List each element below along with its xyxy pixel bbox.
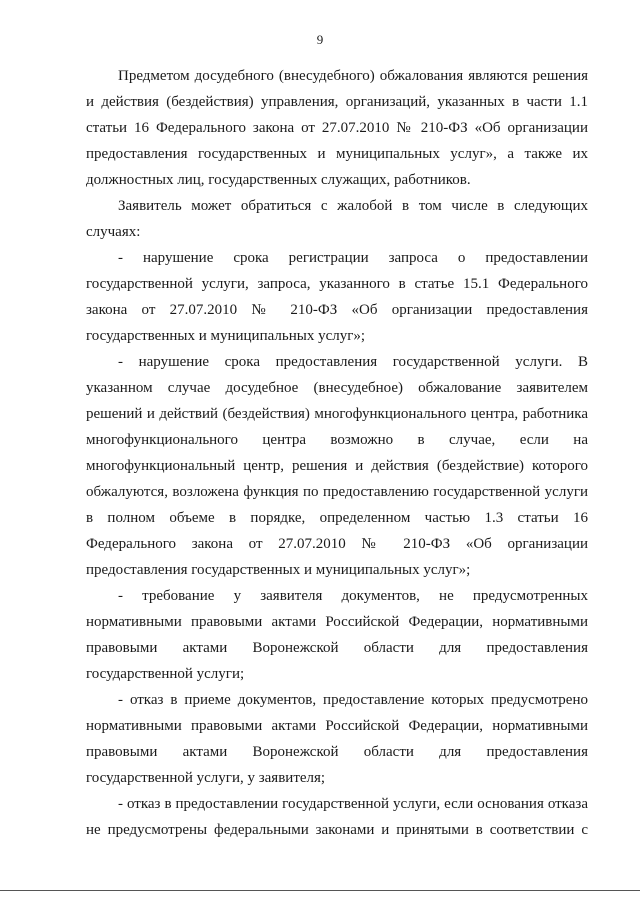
text-line: статьи 16 Федерального закона от 27.07.2010 № 210-ФЗ «Об организации: [86, 120, 588, 136]
text-line: Федерального закона от 27.07.2010 № 210-ФЗ «Об организации: [86, 536, 588, 552]
text-line: предоставления государственных и муниципальных услуг», а также их: [86, 146, 588, 162]
text-line: нормативными правовыми актами Российской Федерации, нормативными: [86, 614, 588, 630]
document-body: [86, 63, 588, 843]
text-line: правовыми актами Воронежской области для предоставления: [86, 744, 588, 760]
text-line: должностных лиц, государственных служащих, работников.: [86, 172, 471, 188]
text-line: многофункциональный центр, решения и действия (бездействие) которого: [86, 458, 588, 474]
text-line: многофункционального центра возможно в случае, если на: [86, 432, 588, 448]
text-line: предоставления государственных и муниципальных услуг»;: [86, 562, 471, 578]
text-line: в полном объеме в порядке, определенном частью 1.3 статьи 16: [86, 510, 588, 526]
text-line: и действия (бездействия) управления, организаций, указанных в части 1.1: [86, 94, 588, 110]
page-bottom-rule: [0, 890, 640, 891]
text-line: - нарушение срока предоставления государственной услуги. В: [118, 354, 588, 370]
text-line: государственной услуги, у заявителя;: [86, 770, 326, 786]
text-line: Предметом досудебного (внесудебного) обжалования являются решения: [118, 68, 588, 84]
text-line: Заявитель может обратиться с жалобой в том числе в следующих: [118, 198, 588, 214]
text-line: нормативными правовыми актами Российской Федерации, нормативными: [86, 718, 588, 734]
text-line: правовыми актами Воронежской области для предоставления: [86, 640, 588, 656]
text-line: не предусмотрены федеральными законами и принятыми в соответствии с: [86, 822, 588, 838]
text-line: - отказ в предоставлении государственной услуги, если основания отказа: [118, 796, 588, 812]
text-line: решений и действий (бездействия) многофункционального центра, работника: [86, 406, 588, 422]
text-line: закона от 27.07.2010 № 210-ФЗ «Об организации предоставления: [86, 302, 588, 318]
text-line: государственных и муниципальных услуг»;: [86, 328, 366, 344]
text-line: случаях:: [86, 224, 141, 240]
page-number: 9: [316, 32, 324, 47]
text-line: - требование у заявителя документов, не предусмотренных: [118, 588, 588, 604]
text-line: - нарушение срока регистрации запроса о предоставлении: [118, 250, 588, 266]
text-line: обжалуются, возложена функция по предоставлению государственной услуги: [86, 484, 588, 500]
text-line: государственной услуги;: [86, 666, 245, 682]
text-line: государственной услуги, запроса, указанного в статье 15.1 Федерального: [86, 276, 588, 292]
text-line: указанном случае досудебное (внесудебное) обжалование заявителем: [86, 380, 588, 396]
text-line: - отказ в приеме документов, предоставление которых предусмотрено: [118, 692, 588, 708]
